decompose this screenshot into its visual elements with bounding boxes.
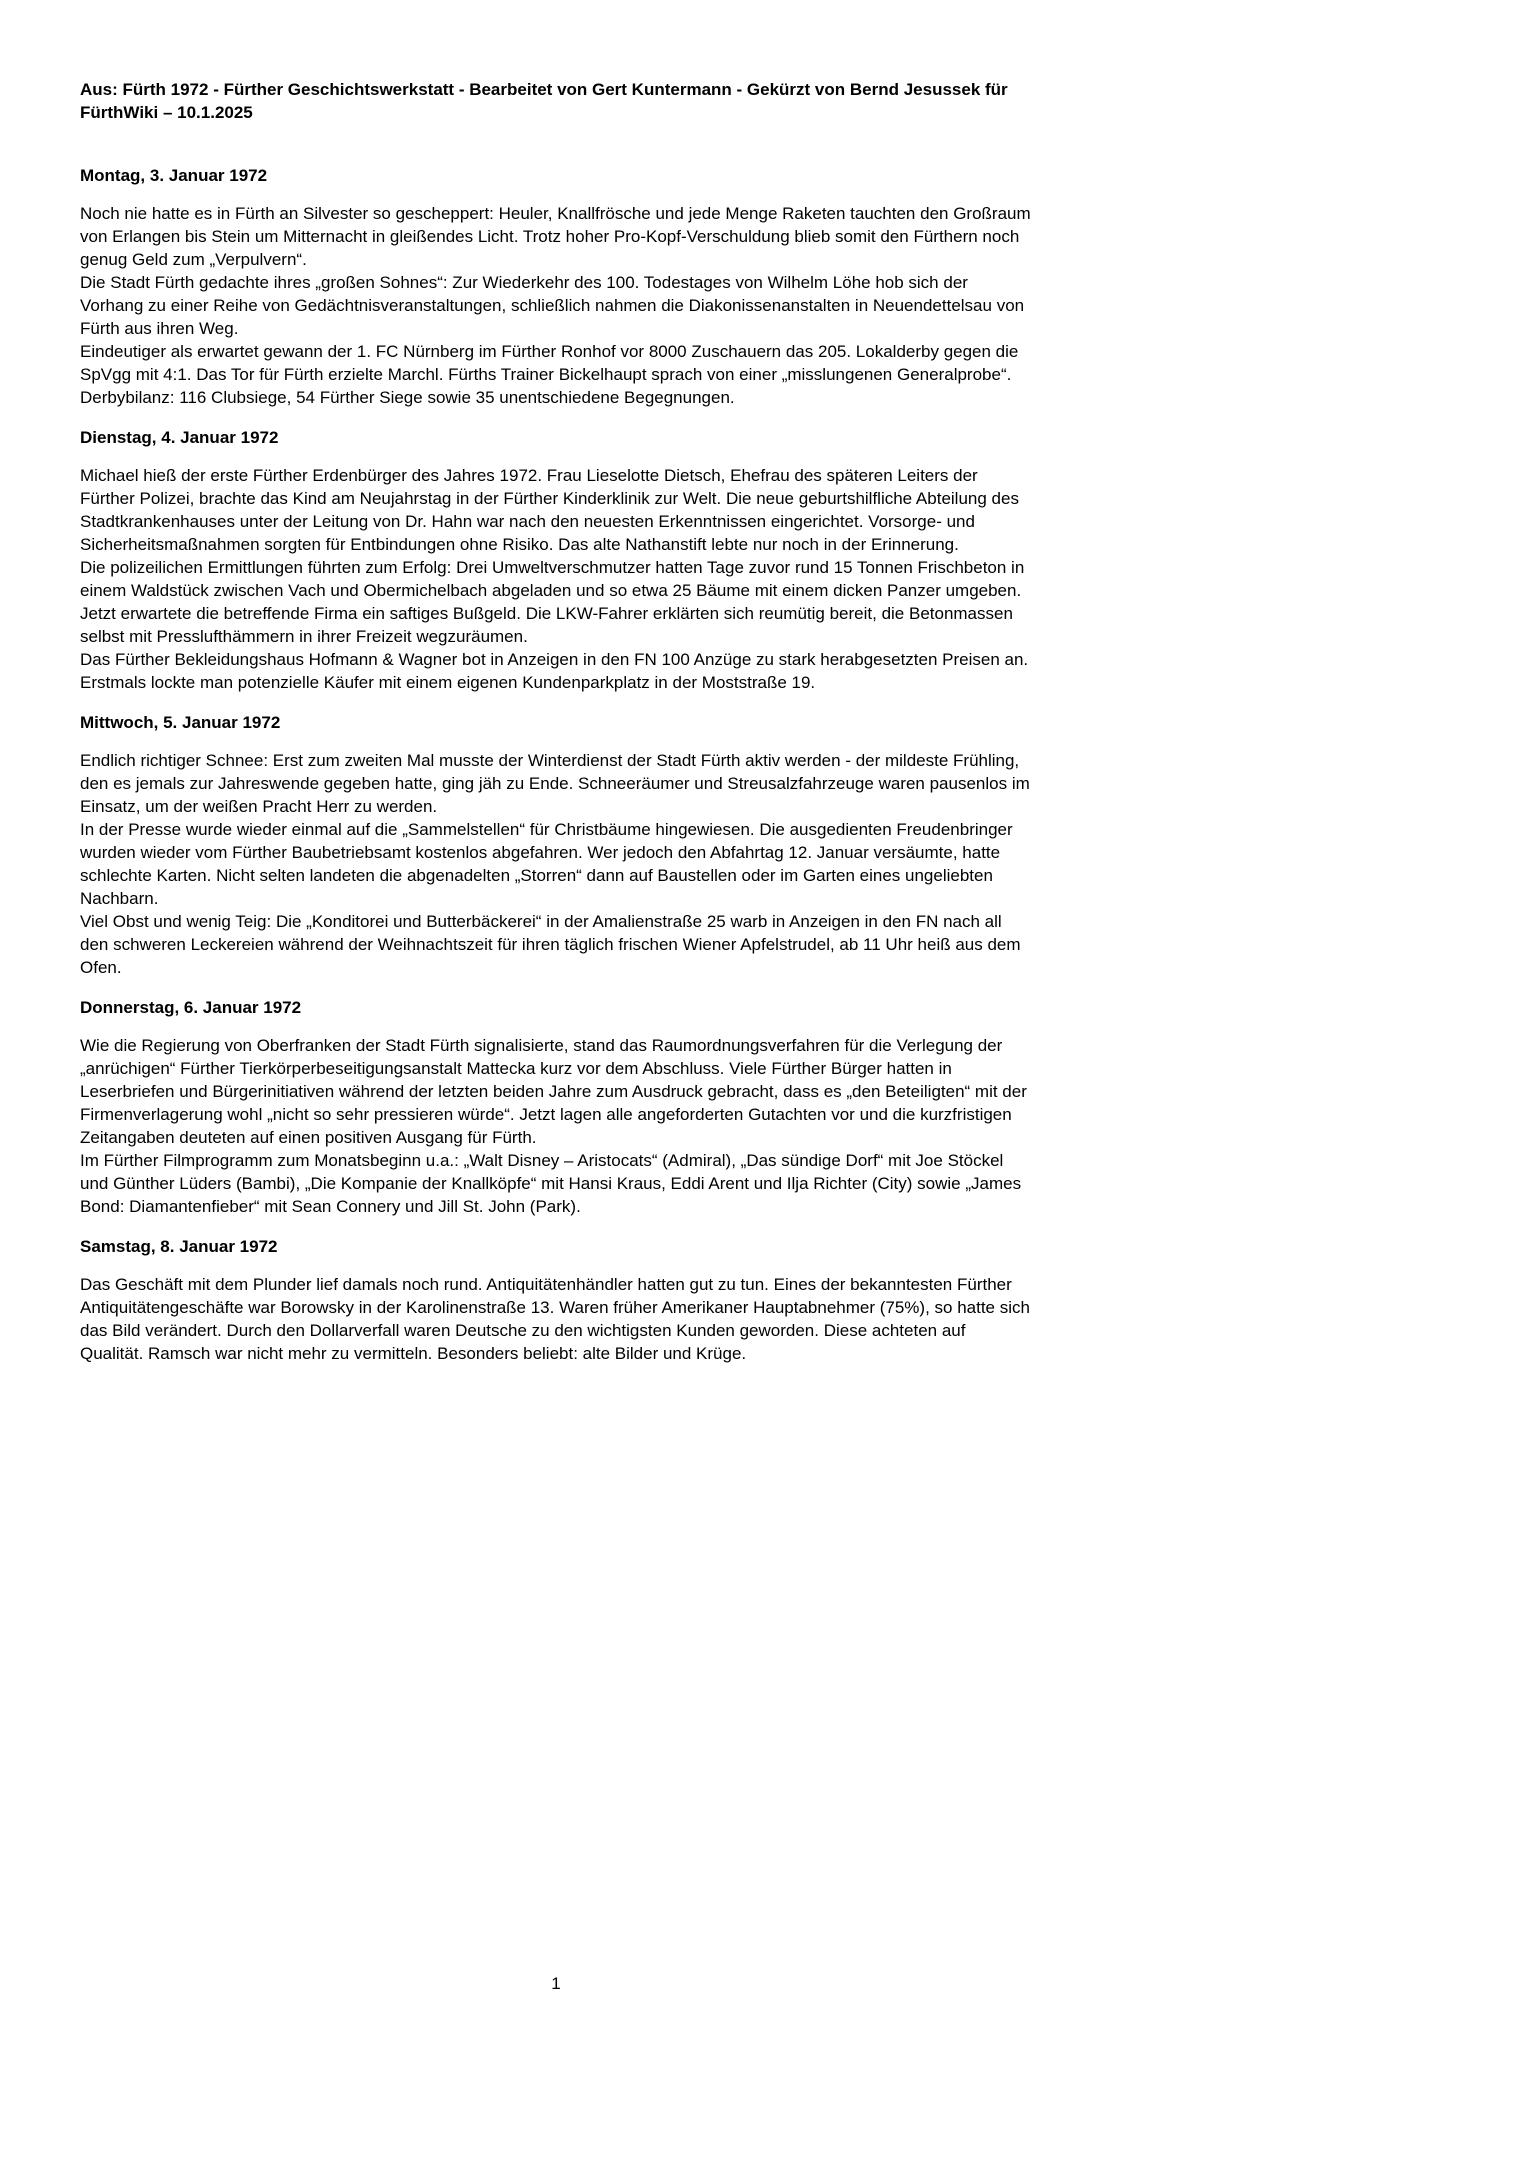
- paragraph: Wie die Regierung von Oberfranken der Stadt Fürth signalisierte, stand das Raumordnungsverfahren für die Verlegung der „anrüchigen“ Fürther Tierkörperbeseitigungsanstalt Mattecka kurz vor dem Abschluss. Viele Fürther Bürger hatten in Leserbriefen und Bürgerinitiativen während der letzten beiden Jahre zum Ausdruck gebracht, dass es „den Beteiligten“ mit der Firmenverlagerung wohl „nicht so sehr pressieren würde“. Jetzt lagen alle angeforderten Gutachten vor und die kurzfristigen Zeitangaben deuteten auf einen positiven Ausgang für Fürth.: [80, 1036, 1027, 1147]
- paragraph: Im Fürther Filmprogramm zum Monatsbeginn u.a.: „Walt Disney – Aristocats“ (Admiral), „Das sündige Dorf“ mit Joe Stöckel und Günther Lüders (Bambi), „Die Kompanie der Knallköpfe“ mit Hansi Kraus, Eddi Arent und Ilja Richter (City) sowie „James Bond: Diamantenfieber“ mit Sean Connery und Jill St. John (Park).: [80, 1151, 1022, 1216]
- paragraph: Die Stadt Fürth gedachte ihres „großen Sohnes“: Zur Wiederkehr des 100. Todestages von Wilhelm Löhe hob sich der Vorhang zu einer Reihe von Gedächtnisveranstaltungen, schließlich nahmen die Diakonissenanstalten in Neuendettelsau von Fürth aus ihren Weg.: [80, 273, 1025, 338]
- paragraph: Viel Obst und wenig Teig: Die „Konditorei und Butterbäckerei“ in der Amalienstraße 25 warb in Anzeigen in den FN nach all den schweren Leckereien während der Weihnachtszeit für ihren täglich frischen Wiener Apfelstrudel, ab 11 Uhr heiß aus dem Ofen.: [80, 912, 1021, 977]
- paragraph: In der Presse wurde wieder einmal auf die „Sammelstellen“ für Christbäume hingewiesen. Die ausgedienten Freudenbringer wurden wieder vom Fürther Baubetriebsamt kostenlos abgefahren. Wer jedoch den Abfahrtag 12. Januar versäumte, hatte schlechte Karten. Nicht selten landeten die abgenadelten „Storren“ dann auf Baustellen oder im Garten eines ungeliebten Nachbarn.: [80, 820, 1013, 908]
- section-mittwoch-5-januar: [80, 711, 1032, 979]
- page-number: 1: [551, 1974, 561, 1993]
- section-dienstag-4-januar: [80, 426, 1032, 694]
- section-heading: Dienstag, 4. Januar 1972: [80, 428, 279, 447]
- document-header: Aus: Fürth 1972 - Fürther Geschichtswerkstatt - Bearbeitet von Gert Kuntermann - Gekürzt von Bernd Jesussek für FürthWiki – 10.1.2025: [80, 80, 1008, 122]
- section-heading: Mittwoch, 5. Januar 1972: [80, 713, 281, 732]
- paragraph: Endlich richtiger Schnee: Erst zum zweiten Mal musste der Winterdienst der Stadt Fürth aktiv werden - der mildeste Frühling, den es jemals zur Jahreswende gegeben hatte, ging jäh zu Ende. Schneeräumer und Streusalzfahrzeuge waren pausenlos im Einsatz, um der weißen Pracht Herr zu werden.: [80, 751, 1030, 816]
- document-content: [80, 78, 1032, 1365]
- paragraph: Das Fürther Bekleidungshaus Hofmann & Wagner bot in Anzeigen in den FN 100 Anzüge zu stark herabgesetzten Preisen an. Erstmals lockte man potenzielle Käufer mit einem eigenen Kundenparkplatz in der Moststraße 19.: [80, 650, 1029, 692]
- section-heading: Samstag, 8. Januar 1972: [80, 1237, 278, 1256]
- paragraph: Die polizeilichen Ermittlungen führten zum Erfolg: Drei Umweltverschmutzer hatten Tage zuvor rund 15 Tonnen Frischbeton in einem Waldstück zwischen Vach und Obermichelbach abgeladen und so etwa 25 Bäume mit einem dicken Panzer umgeben. Jetzt erwartete die betreffende Firma ein saftiges Bußgeld. Die LKW-Fahrer erklärten sich reumütig bereit, die Betonmassen selbst mit Presslufthämmern in ihrer Freizeit wegzuräumen.: [80, 558, 1025, 646]
- paragraph: Das Geschäft mit dem Plunder lief damals noch rund. Antiquitätenhändler hatten gut zu tun. Eines der bekanntesten Fürther Antiquitätengeschäfte war Borowsky in der Karolinenstraße 13. Waren früher Amerikaner Hauptabnehmer (75%), so hatte sich das Bild verändert. Durch den Dollarverfall waren Deutsche zu den wichtigsten Kunden geworden. Diese achteten auf Qualität. Ramsch war nicht mehr zu vermitteln. Besonders beliebt: alte Bilder und Krüge.: [80, 1275, 1030, 1363]
- section-montag-3-januar: [80, 164, 1032, 409]
- paragraph: Noch nie hatte es in Fürth an Silvester so gescheppert: Heuler, Knallfrösche und jede Menge Raketen tauchten den Großraum von Erlangen bis Stein um Mitternacht in gleißendes Licht. Trotz hoher Pro-Kopf-Verschuldung blieb somit den Fürthern noch genug Geld zum „Verpulvern“.: [80, 204, 1031, 269]
- section-samstag-8-januar: [80, 1235, 1032, 1365]
- section-heading: Donnerstag, 6. Januar 1972: [80, 998, 302, 1017]
- section-donnerstag-6-januar: [80, 996, 1032, 1218]
- paragraph: Michael hieß der erste Fürther Erdenbürger des Jahres 1972. Frau Lieselotte Dietsch, Ehefrau des späteren Leiters der Fürther Polizei, brachte das Kind am Neujahrstag in der Fürther Kinderklinik zur Welt. Die neue geburtshilfliche Abteilung des Stadtkrankenhauses unter der Leitung von Dr. Hahn war nach den neuesten Erkenntnissen eingerichtet. Vorsorge- und Sicherheitsmaßnahmen sorgten für Entbindungen ohne Risiko. Das alte Nathanstift lebte nur noch in der Erinnerung.: [80, 466, 1019, 554]
- section-heading: Montag, 3. Januar 1972: [80, 166, 268, 185]
- paragraph: Eindeutiger als erwartet gewann der 1. FC Nürnberg im Fürther Ronhof vor 8000 Zuschauern das 205. Lokalderby gegen die SpVgg mit 4:1. Das Tor für Fürth erzielte Marchl. Fürths Trainer Bickelhaupt sprach von einer „misslungenen Generalprobe“. Derbybilanz: 116 Clubsiege, 54 Fürther Siege sowie 35 unentschiedene Begegnungen.: [80, 342, 1019, 407]
